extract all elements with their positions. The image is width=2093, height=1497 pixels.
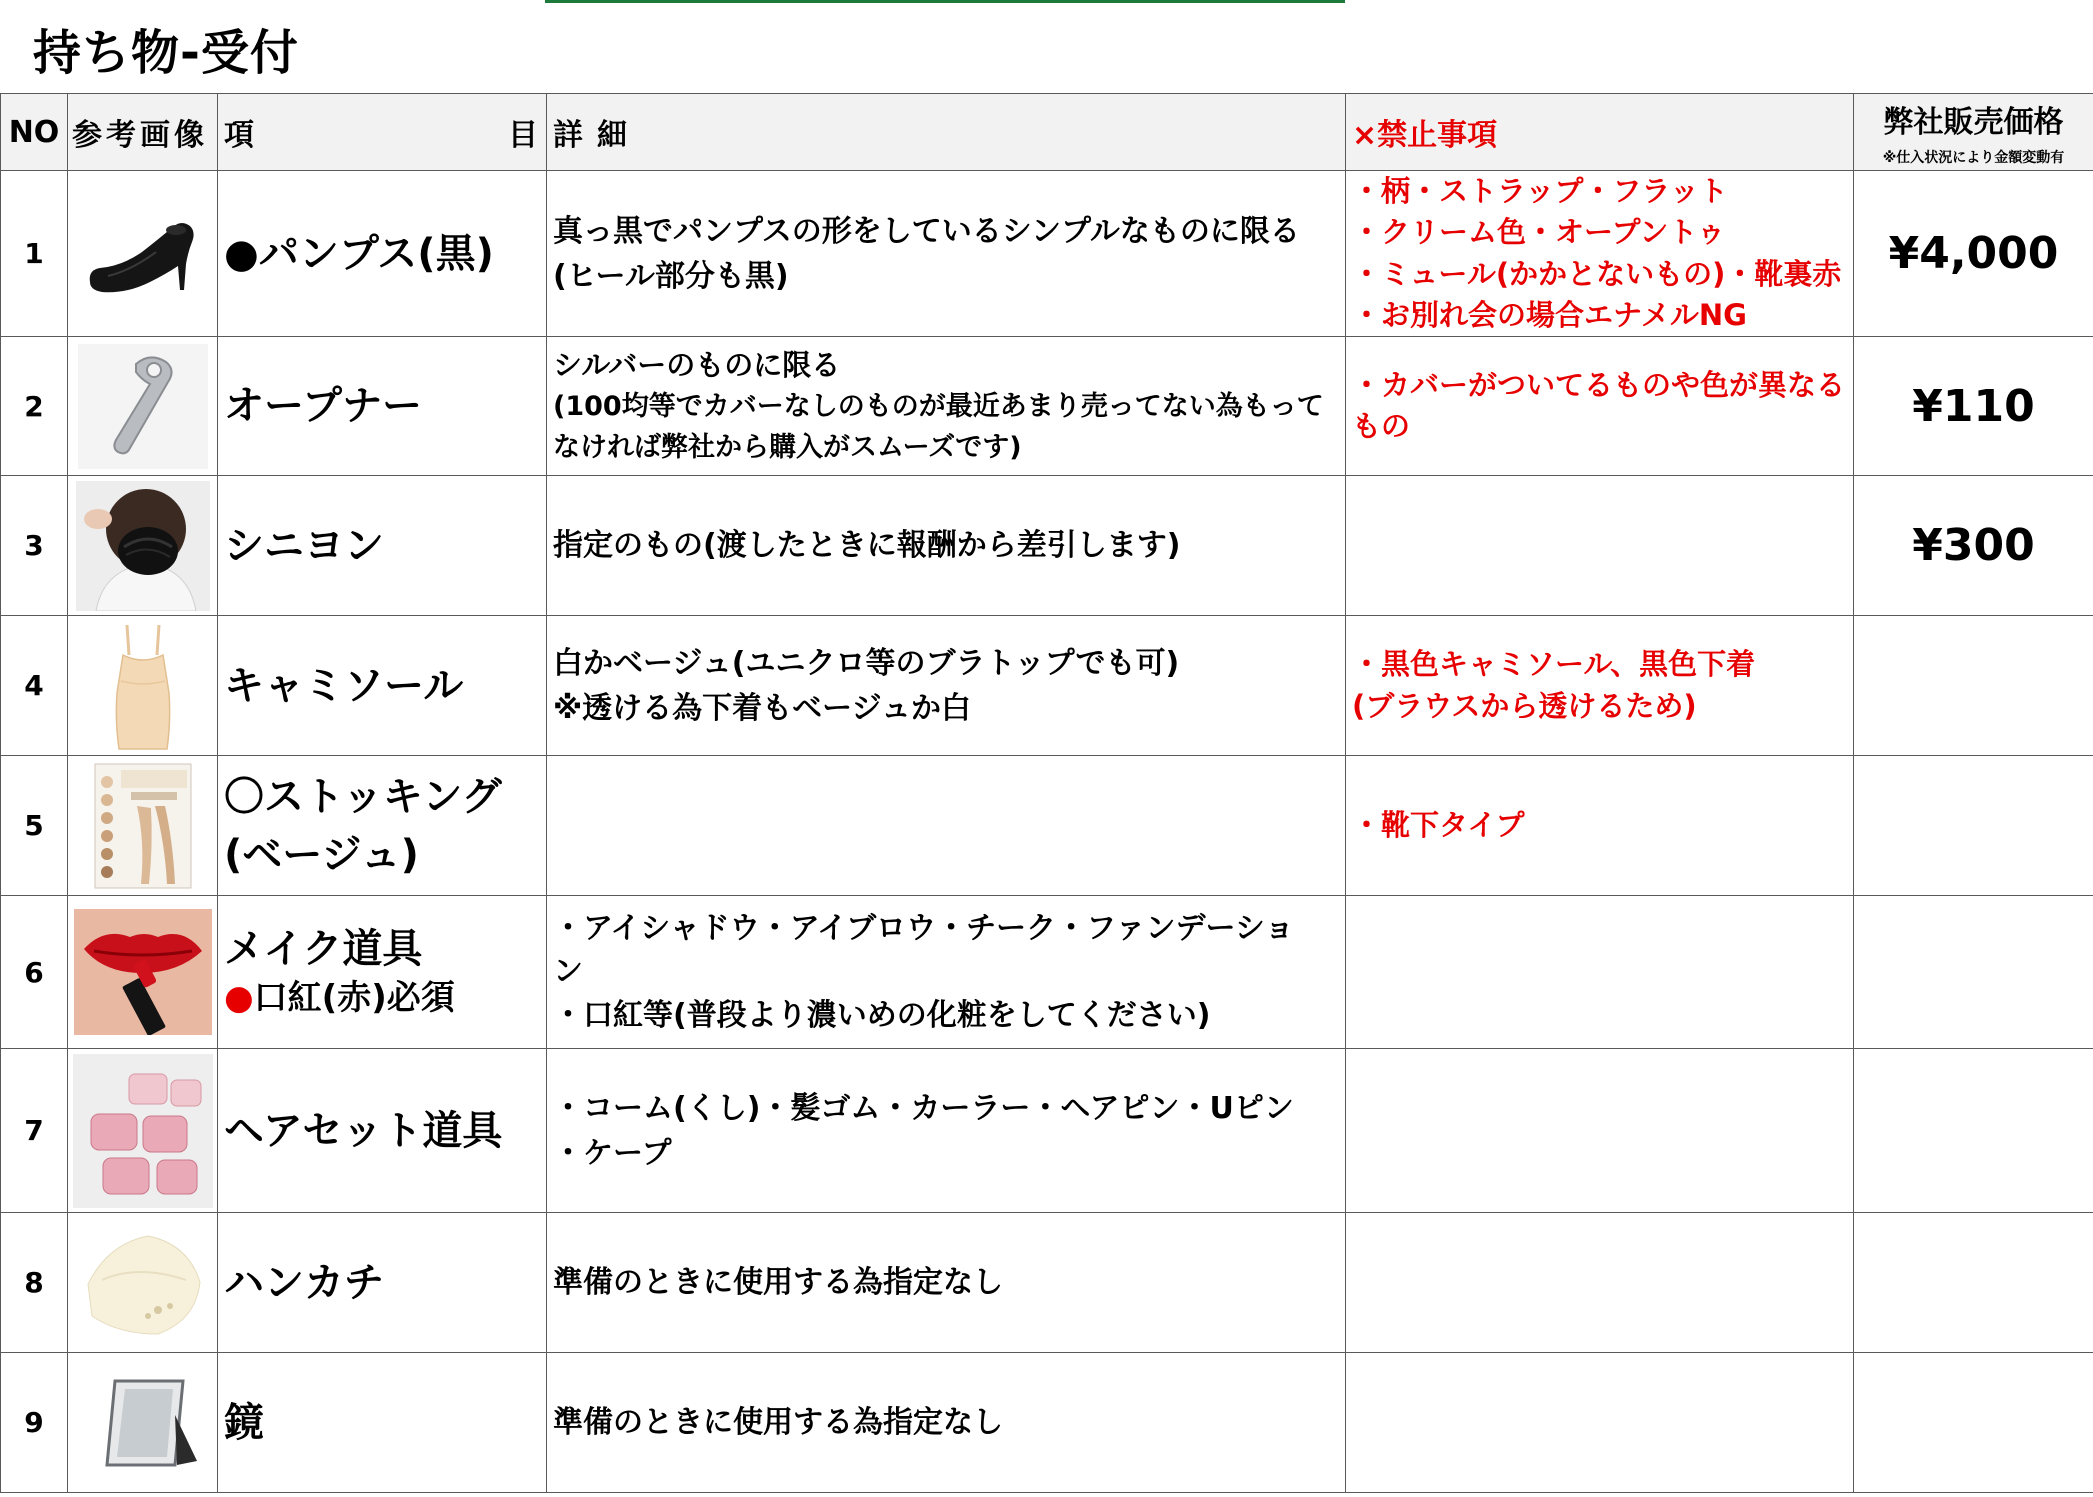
row-prohibited (1346, 1213, 1854, 1353)
prohibited-line: ・お別れ会の場合エナメルNG (1352, 297, 1747, 332)
row-image (68, 476, 218, 616)
row-item-label: キャミソール (224, 662, 464, 709)
row-price (1854, 896, 2093, 1049)
row-no: 2 (1, 337, 68, 476)
required-note: 口紅(赤)必須 (253, 978, 455, 1019)
row-no: 7 (1, 1049, 68, 1213)
prohibited-line: もの (1352, 409, 1411, 443)
row-item (218, 171, 547, 337)
row-price (1854, 1049, 2093, 1213)
prohibited-line: ・クリーム色・オープントゥ (1352, 215, 1726, 250)
row-item-label: ●パンプス(黒) (224, 230, 494, 277)
detail-line: 真っ黒でパンプスの形をしているシンプルなものに限る (553, 213, 1300, 249)
row-no: 9 (1, 1353, 68, 1493)
row-item (218, 756, 547, 896)
row-image (68, 337, 218, 476)
prohibited-line: ・靴下タイプ (1352, 807, 1525, 842)
row-detail (547, 1213, 1346, 1353)
row-item (218, 1353, 547, 1493)
row-item-sublabel (224, 976, 540, 1022)
detail-line: 指定のもの(渡したときに報酬から差引します) (553, 528, 1181, 563)
table-row (1, 1353, 2093, 1493)
row-item-label: ヘアセット道具 (224, 1107, 503, 1154)
table-row (1, 337, 2093, 476)
table-row (1, 171, 2093, 337)
detail-line: ・ケープ (553, 1135, 672, 1171)
table-row (1, 1213, 2093, 1353)
detail-line: 準備のときに使用する為指定なし (553, 1265, 1003, 1300)
row-no: 5 (1, 756, 68, 896)
detail-line: (ヒール部分も黒) (553, 258, 789, 294)
row-no: 8 (1, 1213, 68, 1353)
header-prohibited: ×禁止事項 (1346, 94, 1854, 171)
detail-line: (100均等でカバーなしのものが最近あまり売ってない為もって (553, 391, 1324, 423)
header-item (218, 94, 547, 171)
prohibited-line: ・カバーがついてるものや色が異なる (1352, 367, 1846, 402)
row-price: ¥110 (1854, 337, 2093, 476)
row-item-label: シニヨン (224, 522, 384, 569)
row-detail (547, 616, 1346, 756)
header-row (1, 94, 2093, 171)
prohibited-line: (ブラウスから透けるため) (1352, 688, 1697, 723)
header-price-label: 弊社販売価格 (1883, 105, 2064, 140)
header-item-right: 目 (508, 118, 538, 153)
row-prohibited (1346, 337, 1854, 476)
header-price (1854, 94, 2093, 171)
row-prohibited (1346, 1049, 1854, 1213)
row-detail (547, 1049, 1346, 1213)
row-no: 4 (1, 616, 68, 756)
header-image: 参考画像 (68, 94, 218, 171)
table-row (1, 896, 2093, 1049)
detail-line: ン (553, 954, 583, 990)
table-row (1, 1049, 2093, 1213)
detail-line: ・コーム(くし)・髪ゴム・カーラー・ヘアピン・Uピン (553, 1090, 1294, 1126)
row-prohibited (1346, 171, 1854, 337)
header-item-left: 項 (224, 118, 254, 153)
detail-line: なければ弊社から購入がスムーズです) (553, 431, 1022, 463)
row-item-label: メイク道具 (224, 926, 423, 973)
row-image (68, 1353, 218, 1493)
row-image (68, 616, 218, 756)
row-item (218, 616, 547, 756)
table-row (1, 756, 2093, 896)
table-row (1, 616, 2093, 756)
required-red-dot-icon: ● (224, 978, 254, 1019)
row-no: 6 (1, 896, 68, 1049)
row-no: 1 (1, 171, 68, 337)
row-detail (547, 896, 1346, 1049)
row-image (68, 756, 218, 896)
detail-line: 準備のときに使用する為指定なし (553, 1405, 1003, 1440)
top-accent-line (545, 0, 1345, 3)
row-price (1854, 1213, 2093, 1353)
header-detail: 詳細 (547, 94, 1346, 171)
hair-curlers-icon (73, 1054, 213, 1208)
black-pumps-icon (78, 204, 208, 304)
row-item (218, 476, 547, 616)
row-prohibited (1346, 756, 1854, 896)
row-detail (547, 171, 1346, 337)
row-image (68, 1049, 218, 1213)
row-detail (547, 1353, 1346, 1493)
row-image (68, 1213, 218, 1353)
bottle-opener-icon (78, 344, 208, 469)
detail-line: ※透ける為下着もベージュか白 (553, 690, 971, 726)
prohibited-line: ・黒色キャミソール、黒色下着 (1352, 647, 1756, 682)
prohibited-line: ・ミュール(かかとないもの)・靴裏赤 (1352, 256, 1842, 291)
detail-line: シルバーのものに限る (553, 347, 841, 382)
row-item-label: 鏡 (224, 1399, 264, 1446)
row-price (1854, 616, 2093, 756)
row-prohibited (1346, 616, 1854, 756)
detail-line: ・口紅等(普段より濃いめの化粧をしてください) (553, 997, 1211, 1033)
row-price: ¥4,000 (1854, 171, 2093, 337)
row-item (218, 1213, 547, 1353)
row-price: ¥300 (1854, 476, 2093, 616)
stocking-package-icon (93, 762, 193, 890)
header-no: NO (1, 94, 68, 171)
detail-line: 白かベージュ(ユニクロ等のブラトップでも可) (553, 645, 1180, 681)
header-price-note: ※仕入状況により金額変動有 (1882, 150, 2065, 166)
detail-line: ・アイシャドウ・アイブロウ・チーク・ファンデーショ (553, 910, 1295, 946)
row-price (1854, 1353, 2093, 1493)
row-prohibited (1346, 476, 1854, 616)
items-table (0, 93, 2093, 1493)
handkerchief-icon (78, 1224, 208, 1342)
row-prohibited (1346, 1353, 1854, 1493)
red-lipstick-icon (74, 909, 212, 1035)
row-detail (547, 476, 1346, 616)
row-detail (547, 337, 1346, 476)
page-title: 持ち物-受付 (33, 25, 299, 81)
row-item (218, 896, 547, 1049)
row-item (218, 337, 547, 476)
row-item-label: ハンカチ (224, 1259, 384, 1306)
row-image (68, 896, 218, 1049)
camisole-icon (93, 621, 193, 751)
row-item (218, 1049, 547, 1213)
row-item-label: オープナー (224, 383, 422, 429)
folding-mirror-icon (85, 1375, 201, 1471)
row-detail (547, 756, 1346, 896)
row-price (1854, 756, 2093, 896)
prohibited-line: ・柄・ストラップ・フラット (1352, 174, 1728, 209)
row-item-sublabel: (ベージュ) (224, 831, 419, 878)
row-no: 3 (1, 476, 68, 616)
row-prohibited (1346, 896, 1854, 1049)
chignon-net-icon (76, 481, 210, 611)
row-item-label: 〇ストッキング (224, 773, 502, 820)
row-image (68, 171, 218, 337)
table-row (1, 476, 2093, 616)
